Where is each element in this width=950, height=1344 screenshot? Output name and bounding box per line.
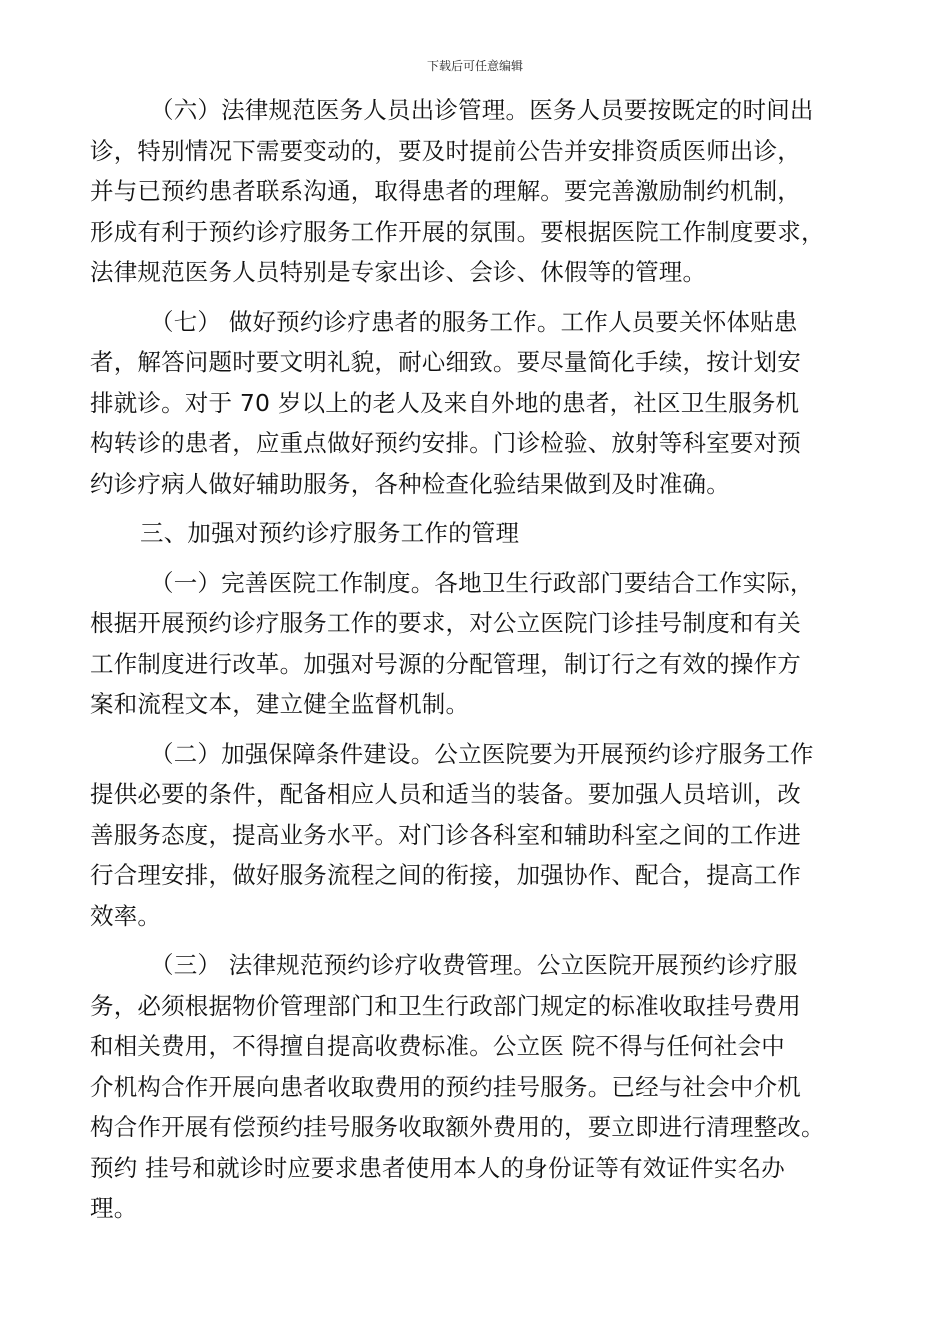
paragraph-line: 构合作开展有偿预约挂号服务收取额外费用的，要立即进行清理整改。 xyxy=(90,1113,825,1141)
paragraph-2 xyxy=(90,734,870,937)
paragraph-line: 法律规范医务人员特别是专家出诊、会诊、休假等的管理。 xyxy=(90,258,707,286)
document-body xyxy=(90,90,870,1229)
paragraph-line: 者，解答问题时要文明礼貌，耐心细致。要尽量简化手续，按计划安 xyxy=(90,348,801,376)
paragraph-7 xyxy=(90,302,870,505)
paragraph-line: 善服务态度，提高业务水平。对门诊各科室和辅助科室之间的工作进 xyxy=(90,820,801,849)
paragraph-line: 和相关费用，不得擅自提高收费标准。公立医 院不得与任何社会中 xyxy=(90,1032,785,1060)
paragraph-line: 预约 挂号和就诊时应要求患者使用本人的身份证等有效证件实名办 xyxy=(90,1153,785,1182)
section-heading-text: 三、加强对预约诊疗服务工作的管理 xyxy=(140,519,520,547)
paragraph-line: 诊，特别情况下需要变动的，要及时提前公告并安排资质医师出诊， xyxy=(90,136,801,165)
paragraph-line: 介机构合作开展向患者收取费用的预约挂号服务。已经与社会中介机 xyxy=(90,1072,801,1101)
paragraph-line: （二）加强保障条件建设。公立医院要为开展预约诊疗服务工作 xyxy=(150,739,814,768)
paragraph-line: 约诊疗病人做好辅助服务，各种检查化验结果做到及时准确。 xyxy=(90,469,730,498)
paragraph-line: 务，必须根据物价管理部门和卫生行政部门规定的标准收取挂号费用 xyxy=(90,991,801,1020)
paragraph-line: 构转诊的患者，应重点做好预约安排。门诊检验、放射等科室要对预 xyxy=(90,429,801,457)
paragraph-line: （三） 法律规范预约诊疗收费管理。公立医院开展预约诊疗服 xyxy=(150,951,798,979)
paragraph-line: 根据开展预约诊疗服务工作的要求，对公立医院门诊挂号制度和有关 xyxy=(90,609,801,637)
paragraph-line: 理。 xyxy=(90,1194,138,1222)
paragraph-line: （六）法律规范医务人员出诊管理。医务人员要按既定的时间出 xyxy=(150,96,814,124)
page-header: 下载后可任意编辑 xyxy=(426,59,523,73)
paragraph-3 xyxy=(90,945,870,1229)
paragraph-line: 提供必要的条件，配备相应人员和适当的装备。要加强人员培训，改 xyxy=(90,780,801,808)
paragraph-line: 行合理安排，做好服务流程之间的衔接，加强协作、配合，提高工作 xyxy=(90,861,801,889)
paragraph-line: 案和流程文本，建立健全监督机制。 xyxy=(90,690,470,718)
paragraph-line: 并与已预约患者联系沟通，取得患者的理解。要完善激励制约机制， xyxy=(90,177,801,205)
paragraph-line: （一）完善医院工作制度。各地卫生行政部门要结合工作实际， xyxy=(150,568,814,597)
paragraph-line: 形成有利于预约诊疗服务工作开展的氛围。要根据医院工作制度要求， xyxy=(90,217,825,246)
paragraph-line: 工作制度进行改革。加强对号源的分配管理，制订行之有效的操作方 xyxy=(90,649,801,678)
paragraph-line: 效率。 xyxy=(90,901,162,930)
paragraph-6 xyxy=(90,90,870,293)
paragraph-1 xyxy=(90,563,870,725)
paragraph-line: （七） 做好预约诊疗患者的服务工作。工作人员要关怀体贴患 xyxy=(150,307,798,336)
paragraph-line: 排就诊。对于 70 岁以上的老人及来自外地的患者，社区卫生服务机 xyxy=(90,388,800,417)
section-heading xyxy=(90,513,870,554)
